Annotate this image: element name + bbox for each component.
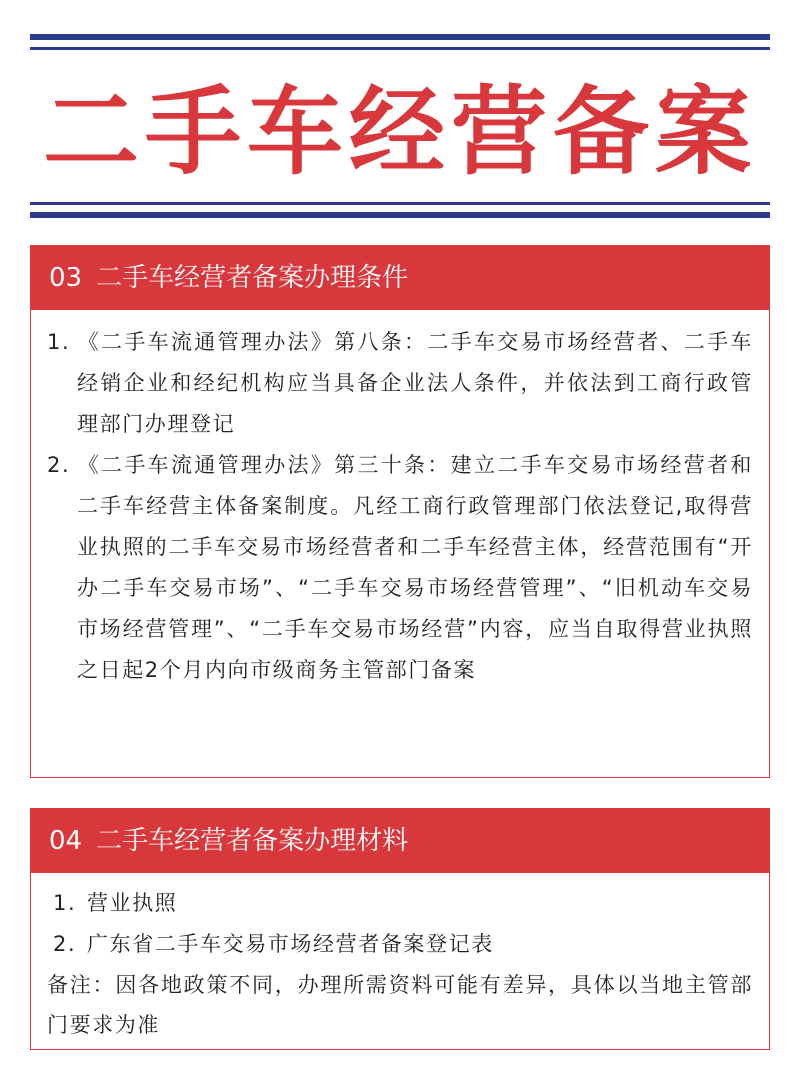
section-materials — [30, 808, 770, 1050]
section-conditions — [30, 245, 770, 778]
item-text: 广东省二手车交易市场经营者备案登记表 — [87, 932, 494, 956]
item-index: 1. — [53, 891, 77, 915]
top-rule-thin — [30, 47, 770, 50]
list-item — [47, 924, 753, 965]
section-header — [31, 809, 769, 873]
list-item — [47, 445, 753, 691]
item-index: 2. — [53, 932, 77, 956]
top-rule-thick — [30, 34, 770, 40]
section-heading: 二手车经营者备案办理条件 — [96, 263, 409, 293]
bottom-rule-thin — [30, 202, 770, 205]
page-title: 二手车经营备案 — [43, 76, 757, 188]
item-index: 1. — [47, 330, 71, 354]
section-number: 04 — [49, 826, 83, 856]
item-index: 2. — [47, 453, 71, 477]
item-text: 《二手车流通管理办法》第八条：二手车交易市场经营者、二手车经销企业和经纪机构应当具备企业法人条件，并依法到工商行政管理部门办理登记 — [77, 330, 753, 436]
section-header — [31, 246, 769, 310]
item-text: 《二手车流通管理办法》第三十条：建立二手车交易市场经营者和二手车经营主体备案制度。凡经工商行政管理部门依法登记,取得营业执照的二手车交易市场经营者和二手车经营主体，经营范围有“开办二手车交易市场”、“二手车交易市场经营管理”、“旧机动车交易市场经营管理”、“二手车交易市场经营”内容，应当自取得营业执照之日起2个月内向市级商务主管部门备案 — [77, 453, 753, 682]
section-body — [31, 310, 769, 699]
list-item — [47, 322, 753, 445]
note-text: 备注：因各地政策不同，办理所需资料可能有差异，具体以当地主管部门要求为准 — [47, 973, 753, 1037]
section-body — [31, 873, 769, 1053]
bottom-rule-thick — [30, 212, 770, 218]
list-item — [47, 883, 753, 924]
item-text: 营业执照 — [87, 891, 178, 915]
section-number: 03 — [49, 263, 83, 293]
section-heading: 二手车经营者备案办理材料 — [96, 826, 409, 856]
